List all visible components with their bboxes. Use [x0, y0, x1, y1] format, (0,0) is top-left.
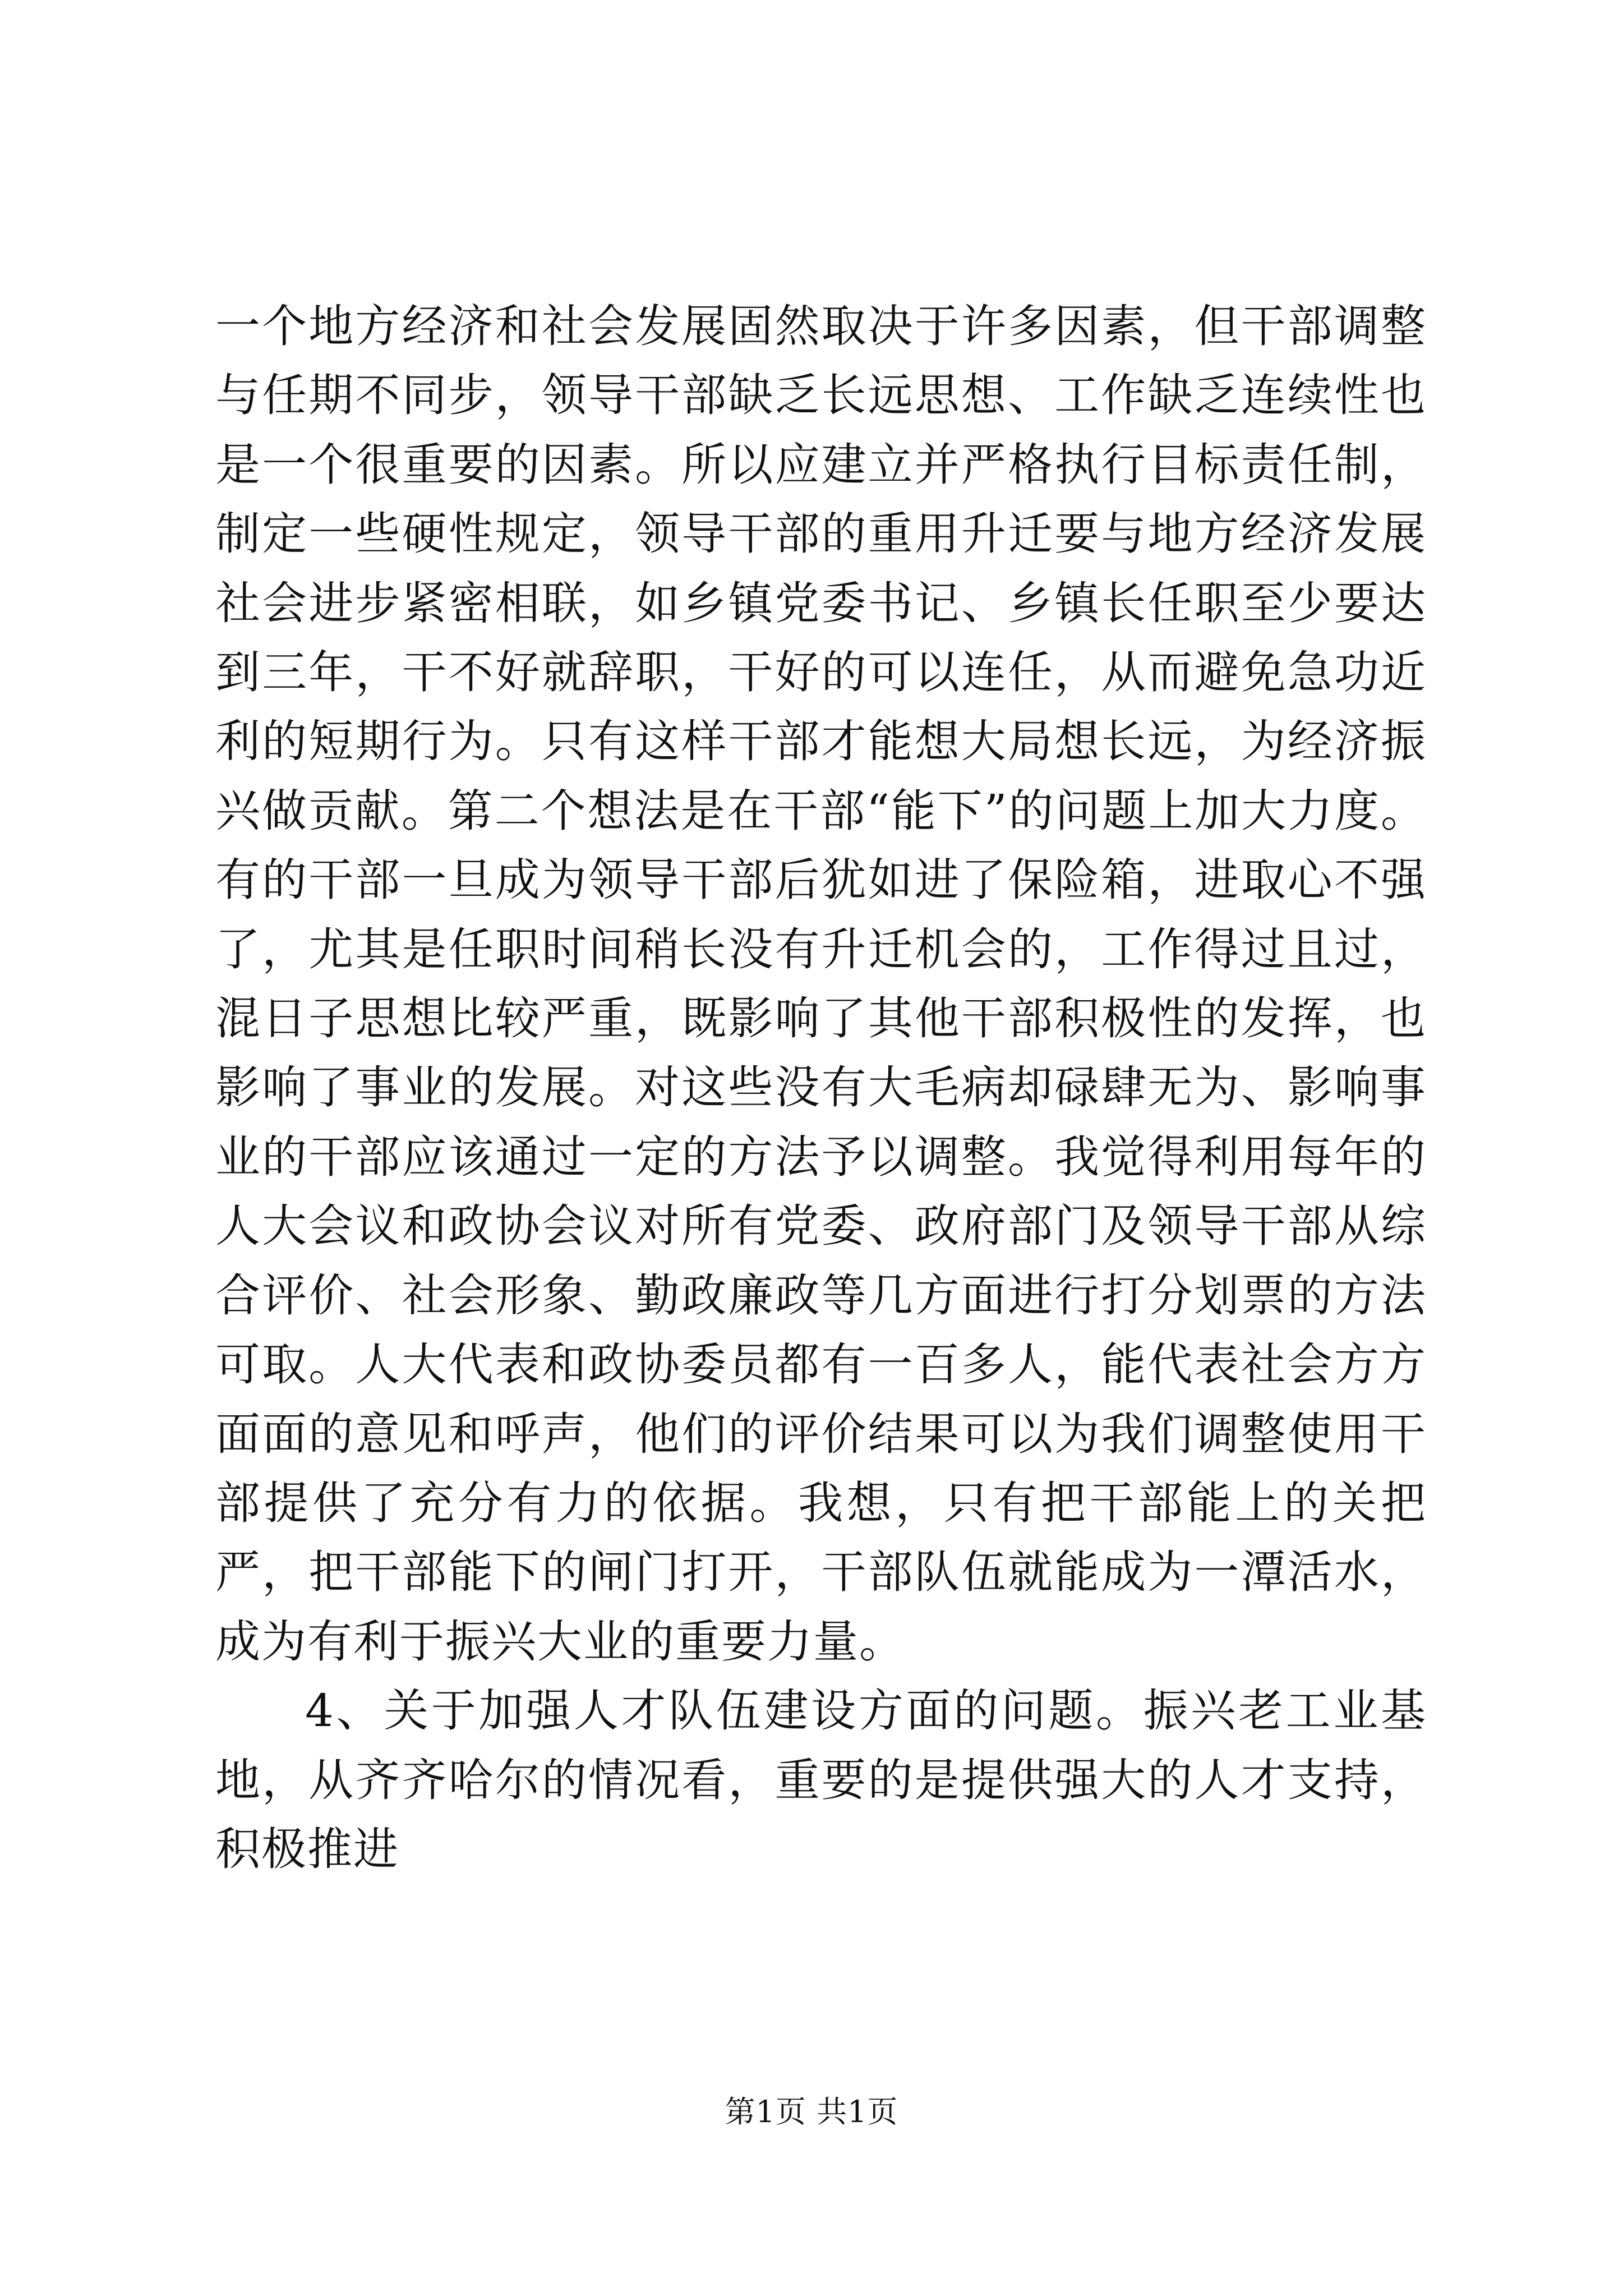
document-body: [215, 292, 1427, 1884]
page-footer: 第1页 共1页: [725, 2094, 898, 2129]
paragraph-1: 一个地方经济和社会发展固然取决于许多因素，但干部调整与任期不同步，领导干部缺乏长远思想、工作缺乏连续性也是一个很重要的因素。所以应建立并严格执行目标责任制，制定一些硬性规定，领导干部的重用升迁要与地方经济发展社会进步紧密相联，如乡镇党委书记、乡镇长任职至少要达到三年，干不好就辞职，干好的可以连任，从而避免急功近利的短期行为。只有这样干部才能想大局想长远，为经济振兴做贡献。第二个想法是在干部“能下”的问题上加大力度。有的干部一旦成为领导干部后犹如进了保险箱，进取心不强了，尤其是任职时间稍长没有升迁机会的，工作得过且过，混日子思想比较严重，既影响了其他干部积极性的发挥，也影响了事业的发展。对这些没有大毛病却碌肆无为、影响事业的干部应该通过一定的方法予以调整。我觉得利用每年的人大会议和政协会议对所有党委、政府部门及领导干部从综合评价、社会形象、勤政廉政等几方面进行打分划票的方法可取。人大代表和政协委员都有一百多人，能代表社会方方面面的意见和呼声，他们的评价结果可以为我们调整使用干部提供了充分有力的依据。我想，只有把干部能上的关把严，把干部能下的闸门打开，干部队伍就能成为一潭活水，成为有利于振兴大业的重要力量。: [215, 300, 1427, 1668]
paragraph-2: 4、关于加强人才队伍建设方面的问题。振兴老工业基地，从齐齐哈尔的情况看，重要的是提供强大的人才支持，积极推进: [215, 1685, 1427, 1875]
